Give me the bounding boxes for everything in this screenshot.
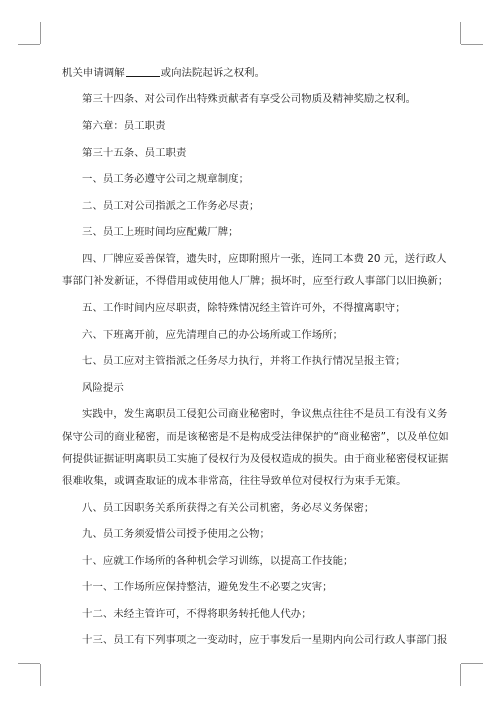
risk-paragraph-line-1: 实践中，发生离职员工侵犯公司商业秘密时，争议焦点往往不是员工有没有义务 [82,408,448,420]
item-3: 三、员工上班时间均应配戴厂牌； [82,226,239,238]
crop-mark-top-left-horizontal [18,44,40,45]
item-2: 二、员工对公司指派之工作务必尽责； [82,200,260,212]
chapter-6-heading: 第六章：员工职责 [82,120,166,132]
line1-text-after: 或向法院起诉之权利。 [160,67,266,79]
article-34: 第三十四条、对公司作出特殊贡献者有享受公司物质及精神奖励之权利。 [82,93,417,105]
risk-paragraph-line-2: 保守公司的商业秘密，而是该秘密是不是构成受法律保护的“商业秘密”，以及单位如 [62,431,449,443]
item-10: 十、应就工作场所的各种机会学习训练，以提高工作技能； [82,555,354,567]
item-9: 九、员工务须爱惜公司授予使用之公物； [82,528,270,540]
risk-paragraph-line-3: 何提供证据证明离职员工实施了侵权行为及侵权造成的损失。由于商业秘密侵权证据 [62,453,449,465]
item-1: 一、员工务必遵守公司之规章制度； [82,173,250,185]
article-35-heading: 第三十五条、员工职责 [82,147,187,159]
crop-mark-bottom-left-horizontal [18,663,40,664]
crop-mark-bottom-left-vertical [40,664,41,686]
item-7: 七、员工应对主管指派之任务尽力执行，并将工作执行情况呈报主管； [82,355,406,367]
crop-mark-top-right-vertical [460,22,461,44]
item-13: 十三、员工有下列事项之一变动时，应于事发后一星期内向公司行政人事部门报 [82,634,448,646]
item-11: 十一、工作场所应保持整洁，避免发生不必要之灾害； [82,581,333,593]
risk-paragraph-line-4: 很难收集，或调查取证的成本非常高，往往导致单位对侵权行为束手无策。 [62,475,407,487]
item-6: 六、下班离开前，应先清理自己的办公场所或工作场所； [82,329,344,341]
crop-mark-top-left-vertical [40,22,41,44]
item-12: 十二、未经主管许可，不得将职务转托他人代办； [82,608,312,620]
item-4-line-2: 事部门补发新证，不得借用或使用他人厂牌；损坏时，应至行政人事部门以旧换新； [62,275,449,287]
crop-mark-bottom-right-horizontal [461,663,483,664]
item-4-line-1: 四、厂牌应妥善保管，遗失时，应即附照片一张，连同工本费 20 元，送行政人 [82,253,447,265]
item-8: 八、员工因职务关系所获得之有关公司机密，务必尽义务保密； [82,502,375,514]
item-5: 五、工作时间内应尽职责，除特殊情况经主管许可外，不得擅离职守； [82,302,406,314]
crop-mark-bottom-right-vertical [460,664,461,686]
paragraph-continuation [62,66,265,80]
risk-heading: 风险提示 [82,382,124,394]
crop-mark-top-right-horizontal [461,44,483,45]
fill-in-blank [126,66,160,77]
line1-text-before: 机关申请调解 [62,67,125,79]
